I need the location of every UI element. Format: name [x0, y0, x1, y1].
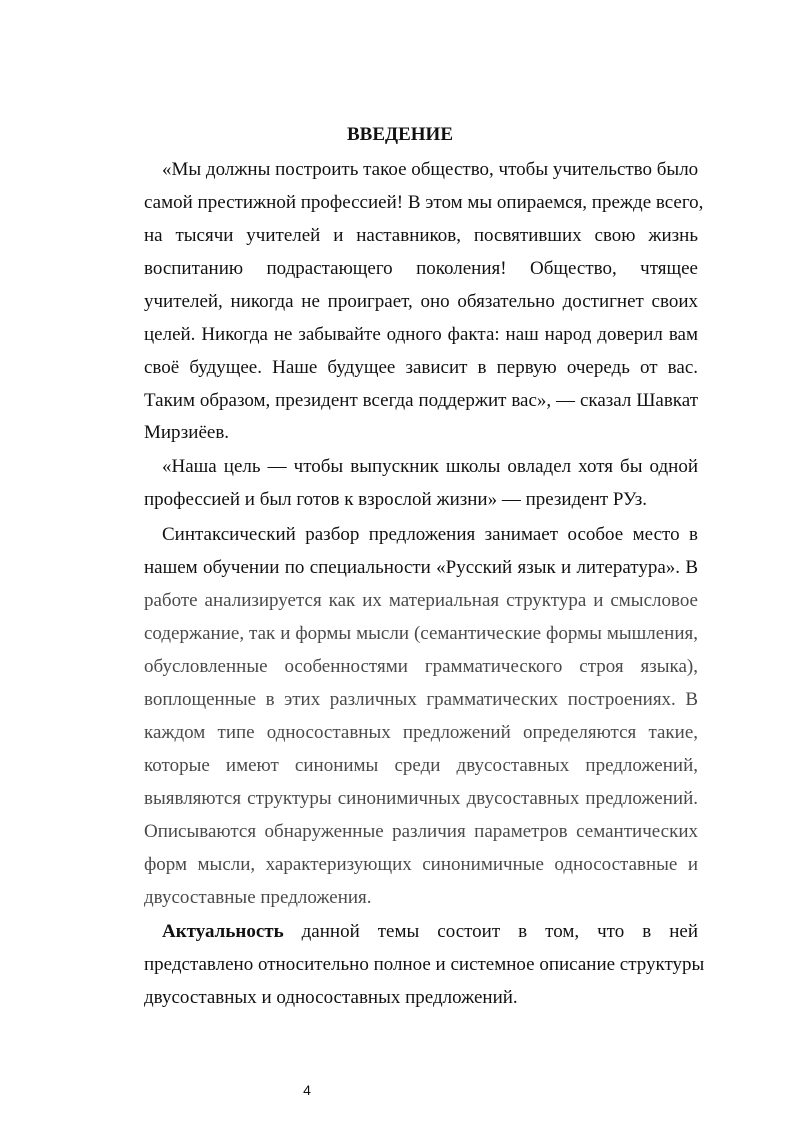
paragraph-line: нашем обучении по специальности «Русский язык и литература». В	[144, 557, 698, 578]
quote1-line: «Мы должны построить такое общество, чтобы учительство было	[162, 159, 699, 180]
relevance-first-line	[162, 920, 698, 944]
quote1-line: учителей, никогда не проиграет, оно обязательно достигнет своих	[144, 291, 698, 312]
paragraph-line: работе анализируется как их материальная структура и смысловое	[144, 590, 698, 611]
page-number: 4	[303, 1082, 311, 1098]
quote1-line: на тысячи учителей и наставников, посвятивших свою жизнь	[144, 225, 698, 246]
paragraph-line: которые имеют синонимы среди двусоставных предложений,	[144, 755, 698, 776]
quote1-line: самой престижной профессией! В этом мы опираемся, прежде всего,	[144, 192, 704, 213]
paragraph-line: Описываются обнаруженные различия параметров семантических	[144, 821, 698, 842]
relevance-lead: Актуальность	[162, 921, 284, 942]
page-title: ВВЕДЕНИЕ	[347, 124, 453, 145]
quote1-line: Таким образом, президент всегда поддержит вас», — сказал Шавкат	[144, 390, 698, 411]
relevance-rest: данной темы состоит в том, что в ней	[301, 921, 698, 942]
paragraph-line: форм мысли, характеризующих синонимичные односоставные и	[144, 854, 698, 875]
paragraph-line: обусловленные особенностями грамматического строя языка),	[144, 656, 698, 677]
quote1-line: воспитанию подрастающего поколения! Общество, чтящее	[144, 258, 698, 279]
paragraph-line: содержание, так и формы мысли (семантические формы мышления,	[144, 623, 698, 644]
quote1-line: целей. Никогда не забывайте одного факта: наш народ доверил вам	[144, 324, 698, 345]
quote1-line: Мирзиёев.	[144, 422, 230, 443]
quote2-line: профессией и был готов к взрослой жизни» — президент РУз.	[144, 489, 648, 510]
paragraph-line: воплощенные в этих различных грамматических построениях. В	[144, 689, 698, 710]
quote1-line: своё будущее. Наше будущее зависит в первую очередь от вас.	[144, 357, 698, 378]
paragraph-line: представлено относительно полное и системное описание структуры	[144, 954, 705, 975]
paragraph-line: двусоставных и односоставных предложений.	[144, 987, 518, 1008]
quote2-line: «Наша цель — чтобы выпускник школы овладел хотя бы одной	[162, 456, 698, 477]
paragraph-line: выявляются структуры синонимичных двусоставных предложений.	[144, 788, 698, 809]
paragraph-line: двусоставные предложения.	[144, 887, 372, 908]
paragraph-line: каждом типе односоставных предложений определяются такие,	[144, 722, 698, 743]
paragraph-line: Синтаксический разбор предложения занимает особое место в	[162, 524, 698, 545]
